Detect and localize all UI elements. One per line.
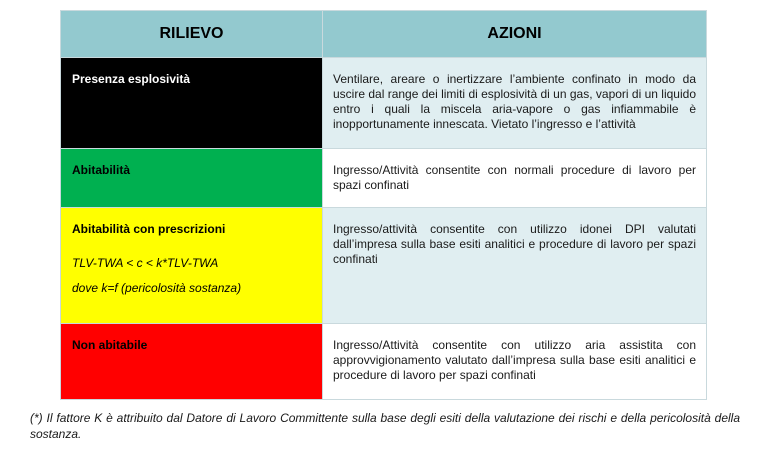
azione-cell: [323, 324, 707, 400]
rilievo-cell-abitabilita: [61, 149, 323, 208]
table-row: [61, 324, 707, 400]
rilievo-label: Abitabilità con prescrizioni: [72, 222, 226, 236]
rilievo-cell-prescrizioni: [61, 208, 323, 324]
header-rilievo: RILIEVO: [61, 11, 323, 58]
azione-cell: [323, 58, 707, 149]
rilievo-label: Abitabilità: [72, 163, 131, 177]
formula-text: TLV-TWA < c < k*TLV-TWA: [72, 256, 219, 270]
table-row: [61, 208, 707, 324]
header-azioni: AZIONI: [323, 11, 707, 58]
rilievo-cell-non-abitabile: [61, 324, 323, 400]
table-row: [61, 58, 707, 149]
table-header-row: [61, 11, 707, 58]
rilievo-azioni-table: [60, 10, 707, 400]
azione-text: Ventilare, areare o inertizzare l’ambiente confinato in modo da uscire dal range dei limiti di esplosività di un gas, vapori di un liquido entro i quali la miscela aria-vapore o gas infiammabile è inopportunamente innescata. Vietato l’ingresso e l’attività: [333, 72, 696, 131]
rilievo-label: Presenza esplosività: [72, 72, 191, 86]
rilievo-cell-esplosivita: [61, 58, 323, 149]
footnote: (*) Il fattore K è attribuito dal Datore di Lavoro Committente sulla base degli esiti della valutazione dei rischi e della pericolosità della sostanza.: [30, 411, 740, 441]
formula-note: dove k=f (pericolosità sostanza): [72, 281, 242, 295]
azione-text: Ingresso/Attività consentite con utilizzo aria assistita con approvvigionamento valutato dall’impresa sulla base esiti analitici e procedure di lavoro per spazi confinati: [333, 338, 696, 382]
table-row: [61, 149, 707, 208]
azione-text: Ingresso/Attività consentite con normali procedure di lavoro per spazi confinati: [333, 163, 696, 192]
azione-text: Ingresso/attività consentite con utilizzo idonei DPI valutati dall’impresa sulla base esiti analitici e procedure di lavoro per spazi confinati: [333, 222, 696, 266]
rilievo-label: Non abitabile: [72, 338, 148, 352]
azione-cell: [323, 149, 707, 208]
azione-cell: [323, 208, 707, 324]
